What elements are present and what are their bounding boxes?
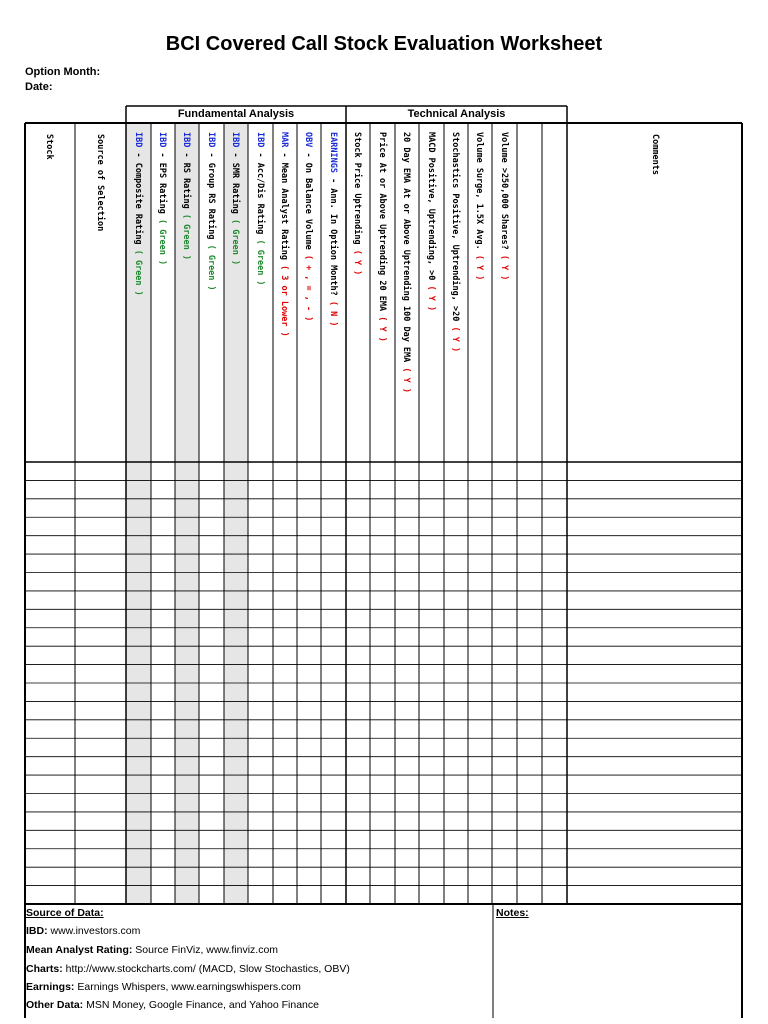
rs-rating-header: IBD - RS Rating ( Green ) bbox=[181, 132, 191, 260]
group-rs-rating-header: IBD - Group RS Rating ( Green ) bbox=[206, 132, 216, 291]
footer-line-ibd: IBD: www.investors.com bbox=[26, 925, 141, 937]
page-title: BCI Covered Call Stock Evaluation Worksheet bbox=[165, 33, 603, 55]
smr-rating-header: IBD - SMR Rating ( Green ) bbox=[230, 132, 240, 266]
stock-price-uptrending-header: Stock Price Uptrending ( Y ) bbox=[352, 132, 362, 276]
date-label: Date: bbox=[25, 81, 53, 93]
eps-rating-header: IBD - EPS Rating ( Green ) bbox=[157, 132, 167, 266]
technical-analysis-header: Technical Analysis bbox=[407, 108, 506, 120]
composite-rating-header: IBD - Composite Rating ( Green ) bbox=[133, 132, 143, 296]
ema-100-header: 20 Day EMA At or Above Uptrending 100 Day EMA ( Y ) bbox=[401, 132, 411, 393]
option-month-label: Option Month: bbox=[25, 66, 101, 78]
stochastics-header: Stochastics Positive, Uptrending, >20 ( Y ) bbox=[450, 132, 460, 353]
volume-surge-header: Volume Surge, 1.5X Avg. ( Y ) bbox=[474, 132, 484, 281]
on-balance-volume-header: OBV - On Balance Volume ( + , = , - ) bbox=[303, 132, 313, 322]
volume-250k-header: Volume >250,000 Shares? ( Y ) bbox=[499, 132, 509, 281]
footer-line-earnings: Earnings: Earnings Whispers, www.earningswhispers.com bbox=[26, 981, 301, 993]
source-of-data-heading: Source of Data: bbox=[26, 907, 104, 919]
mean-analyst-rating-header: MAR - Mean Analyst Rating ( 3 or Lower ) bbox=[279, 132, 289, 337]
fundamental-analysis-header: Fundamental Analysis bbox=[177, 108, 295, 120]
notes-heading: Notes: bbox=[496, 907, 529, 919]
earnings-header: EARNINGS - Ann. In Option Month? ( N ) bbox=[328, 132, 338, 327]
comments-column-header: Comments bbox=[650, 134, 660, 175]
footer-line-mar: Mean Analyst Rating: Source FinViz, www.finviz.com bbox=[26, 944, 279, 956]
source-column-header: Source of Selection bbox=[95, 134, 105, 232]
acc-dis-rating-header: IBD - Acc/Dis Rating ( Green ) bbox=[255, 132, 265, 286]
price-20-ema-header: Price At or Above Uptrending 20 EMA ( Y ) bbox=[377, 132, 387, 342]
macd-header: MACD Positive, Uptrending, >0 ( Y ) bbox=[426, 132, 436, 312]
stock-column-header: Stock bbox=[44, 134, 54, 160]
footer-line-other: Other Data: MSN Money, Google Finance, and Yahoo Finance bbox=[26, 999, 319, 1011]
footer-line-charts: Charts: http://www.stockcharts.com/ (MACD, Slow Stochastics, OBV) bbox=[26, 963, 350, 975]
